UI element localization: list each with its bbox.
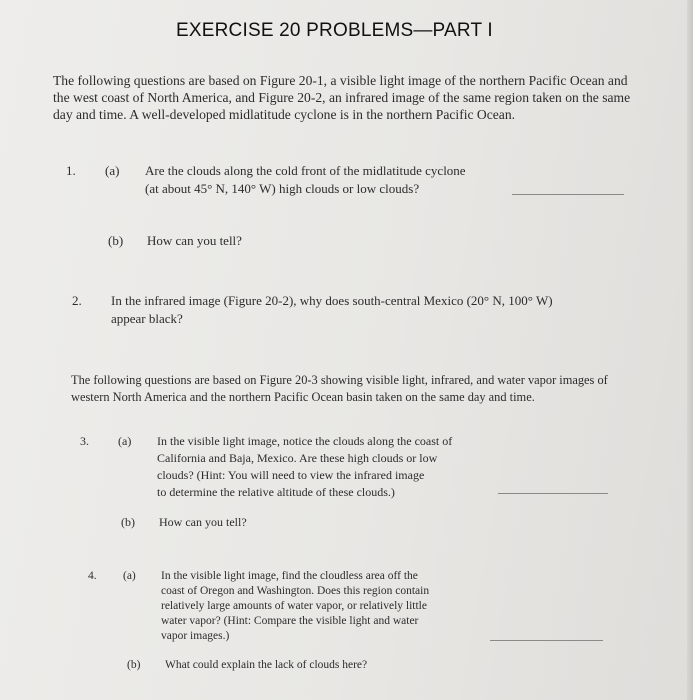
question-4a-label: (a) [123,570,136,582]
question-3-number: 3. [80,434,89,448]
question-3a-text-line-1: In the visible light image, notice the clouds along the coast of [157,434,453,448]
question-2-number: 2. [72,293,82,308]
question-3a-text-line-4: to determine the relative altitude of these clouds.) [157,485,395,499]
question-4b-label: (b) [127,659,141,671]
question-1a-label: (a) [105,163,120,178]
question-3a-answer-line[interactable] [498,493,608,494]
question-1a-answer-line[interactable] [512,194,624,195]
question-3a-text-line-3: clouds? (Hint: You will need to view the infrared image [157,468,425,482]
question-1-number: 1. [66,163,76,178]
question-1a-text-line-2: (at about 45° N, 140° W) high clouds or low clouds? [145,181,420,196]
question-4a-text-line-2: coast of Oregon and Washington. Does this region contain [161,585,430,597]
question-1a-text-line-1: Are the clouds along the cold front of the midlatitude cyclone [145,163,466,178]
intro-paragraph-2: The following questions are based on Figure 20-3 showing visible light, infrared, and water vapor images of western North America and the northern Pacific Ocean basin taken on the same day and time. [71,373,608,404]
question-4a-text-line-5: vapor images.) [161,630,230,642]
question-1b-label: (b) [108,233,124,248]
question-4a-text-line-3: relatively large amounts of water vapor, or relatively little [161,600,427,612]
question-3b-label: (b) [121,515,135,529]
question-2-text-line-1: In the infrared image (Figure 20-2), why does south-central Mexico (20° N, 100° W) [111,293,553,308]
page-edge-shadow [687,0,693,700]
question-4b-text: What could explain the lack of clouds here? [165,659,368,671]
question-4a-answer-line[interactable] [490,640,603,641]
question-3a-label: (a) [118,434,132,448]
question-4a-text-line-1: In the visible light image, find the cloudless area off the [161,570,418,582]
question-3a-text-line-2: California and Baja, Mexico. Are these high clouds or low [157,451,438,465]
question-3b-text: How can you tell? [159,515,247,529]
question-1b-text: How can you tell? [147,233,242,248]
intro-paragraph-1: The following questions are based on Figure 20-1, a visible light image of the northern Pacific Ocean and the west coast of North America, and Figure 20-2, an infrared image of the same region taken on the same day and time. A well-developed midlatitude cyclone is in the northern Pacific Ocean. [53,73,631,122]
question-4a-text-line-4: water vapor? (Hint: Compare the visible light and water [161,615,419,627]
question-2-text-line-2: appear black? [111,311,183,326]
page-title: EXERCISE 20 PROBLEMS—PART I [176,20,493,41]
question-4-number: 4. [88,570,97,582]
